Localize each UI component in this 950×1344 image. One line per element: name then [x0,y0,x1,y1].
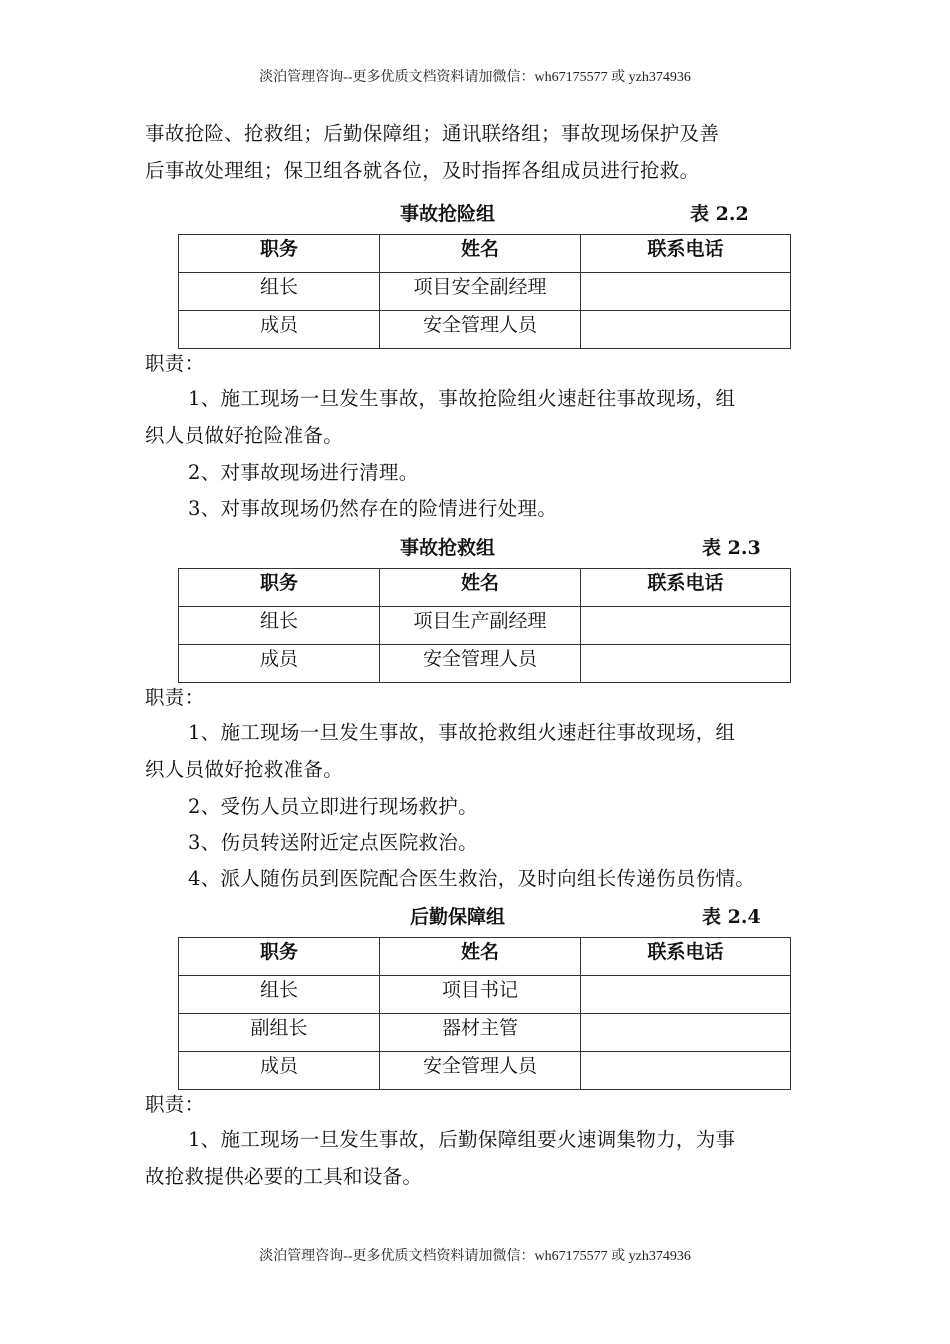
cell-phone [581,645,791,683]
duty-label: 职责： [145,1093,205,1116]
column-header-phone: 联系电话 [581,569,791,607]
cell-name: 项目书记 [380,976,581,1014]
cell-role: 成员 [179,645,380,683]
duty-item: 2、对事故现场进行清理。 [188,461,419,484]
table-row [179,645,791,683]
duty-item: 1、施工现场一旦发生事故，后勤保障组要火速调集物力，为事 [188,1128,736,1151]
table-caption-logistics: 后勤保障组 [410,906,506,928]
column-header-name: 姓名 [380,569,581,607]
column-header-name: 姓名 [380,235,581,273]
table-row [179,273,791,311]
cell-phone [581,311,791,349]
duty-label: 职责： [145,686,205,709]
column-header-name: 姓名 [380,938,581,976]
cell-phone [581,273,791,311]
table-caption-rescue-aid: 事故抢救组 [400,537,496,559]
cell-role: 成员 [179,311,380,349]
cell-role: 组长 [179,273,380,311]
table-row [179,311,791,349]
cell-name: 器材主管 [380,1014,581,1052]
table-row [179,607,791,645]
column-header-phone: 联系电话 [581,938,791,976]
cell-phone [581,607,791,645]
duty-item: 3、伤员转送附近定点医院救治。 [188,831,478,854]
column-header-phone: 联系电话 [581,235,791,273]
duty-item: 1、施工现场一旦发生事故，事故抢救组火速赶往事故现场，组 [188,721,736,744]
column-header-role: 职务 [179,569,380,607]
table-header-row [179,569,791,607]
duty-item-cont: 织人员做好抢险准备。 [145,424,344,447]
cell-role: 副组长 [179,1014,380,1052]
table-rescue-risk-group [178,234,791,349]
table-row [179,976,791,1014]
table-number-2-2: 表 2.2 [690,203,749,225]
cell-role: 成员 [179,1052,380,1090]
duty-item: 3、对事故现场仍然存在的险情进行处理。 [188,497,558,520]
table-number-2-4: 表 2.4 [702,906,761,928]
page-footer: 淡泊管理咨询--更多优质文档资料请加微信：wh67175577 或 yzh374936 [259,1249,691,1264]
page-header: 淡泊管理咨询--更多优质文档资料请加微信：wh67175577 或 yzh374936 [259,70,691,85]
table-row [179,1014,791,1052]
cell-name: 安全管理人员 [380,1052,581,1090]
cell-role: 组长 [179,607,380,645]
table-row [179,1052,791,1090]
duty-item-cont: 故抢救提供必要的工具和设备。 [145,1165,423,1188]
cell-name: 安全管理人员 [380,311,581,349]
duty-item: 1、施工现场一旦发生事故，事故抢险组火速赶往事故现场，组 [188,387,736,410]
duty-item-cont: 织人员做好抢救准备。 [145,758,344,781]
table-logistics-group [178,937,791,1090]
table-header-row [179,235,791,273]
table-number-2-3: 表 2.3 [702,537,761,559]
intro-line-1: 事故抢险、抢救组；后勤保障组；通讯联络组；事故现场保护及善 [145,122,720,145]
table-caption-rescue-risk: 事故抢险组 [400,203,496,225]
cell-name: 项目安全副经理 [380,273,581,311]
cell-role: 组长 [179,976,380,1014]
cell-phone [581,1052,791,1090]
duty-item: 2、受伤人员立即进行现场救护。 [188,795,478,818]
column-header-role: 职务 [179,235,380,273]
duty-item: 4、派人随伤员到医院配合医生救治，及时向组长传递伤员伤情。 [188,867,756,890]
cell-phone [581,976,791,1014]
table-header-row [179,938,791,976]
cell-phone [581,1014,791,1052]
intro-line-2: 后事故处理组；保卫组各就各位，及时指挥各组成员进行抢救。 [145,159,700,182]
column-header-role: 职务 [179,938,380,976]
table-rescue-aid-group [178,568,791,683]
cell-name: 安全管理人员 [380,645,581,683]
cell-name: 项目生产副经理 [380,607,581,645]
duty-label: 职责： [145,352,205,375]
